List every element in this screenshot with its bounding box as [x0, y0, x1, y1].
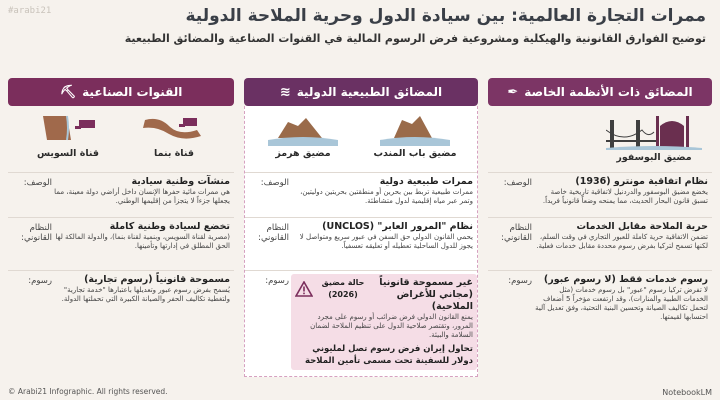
column-artificial-canals [8, 78, 234, 386]
place-panama [124, 110, 224, 172]
row-heading: تخضع لسيادة وطنية كاملة [109, 221, 230, 232]
column-header-label: المضائق الطبيعية الدولية [296, 85, 443, 99]
row-label: الوصف: [23, 178, 52, 188]
place-bab-el-mandeb [365, 110, 465, 172]
row-text: يحمي القانون الدولي حق السفن في عبور سريع ومتواصل لا يجوز للدول الساحلية تعطيله أو تعليقه تعسفياً. [299, 233, 473, 250]
row-text: لا تفرض تركيا رسوم "عبور" بل رسوم خدمات (مثل الخدمات الطبية والمنارات)، وقد ارتفعت مؤخراً 5 أضعاف لتحمل تكاليف الصيانة وتحسين البنية التحتية، وفق تعديل آلية احتسابها لقيمتها. [535, 286, 708, 321]
canal-map-icon [33, 110, 103, 146]
row-label: النظام القانوني: [501, 223, 532, 243]
row-description [8, 172, 234, 217]
copyright-footer: © Arabi21 Infographic. All rights reserved. [8, 387, 168, 396]
strait-land-icon [380, 110, 450, 146]
row-label: رسوم: [28, 276, 52, 286]
column-special-straits [488, 78, 712, 386]
place-illustrations [245, 106, 477, 172]
mosque-bridge-icon [606, 110, 702, 150]
row-description [245, 172, 477, 217]
place-hormuz [253, 110, 353, 172]
row-text: يُسمح بفرض رسوم عبور وتعديلها باعتبارها "خدمة تجارية" ولتغطية تكاليف الحفر والصيانة الكبيرة التي تحملتها الدولة. [61, 286, 230, 303]
row-label: النظام القانوني: [258, 223, 289, 243]
watermark-logo: #arabi21 [8, 6, 52, 16]
row-fees [488, 270, 712, 347]
row-heading: حرية الملاحة مقابل الخدمات [576, 221, 708, 232]
row-label: الوصف: [503, 178, 532, 188]
column-natural-straits [244, 78, 478, 386]
page-title: ممرات التجارة العالمية: بين سيادة الدول وحرية الملاحة الدولية [185, 6, 706, 26]
place-name: مضيق باب المندب [373, 148, 457, 159]
excavator-icon: ⛏ [59, 84, 77, 100]
row-heading: ممرات طبيعية دولية [379, 176, 473, 187]
row-legal-system [245, 217, 477, 270]
case-badge: حالة مضيق (2026) [321, 278, 365, 299]
strait-land-icon [268, 110, 338, 146]
column-header-artificial [8, 78, 234, 106]
natural-straits-panel [244, 106, 478, 377]
canal-map-icon [139, 110, 209, 146]
row-legal-system [488, 217, 712, 270]
row-label: رسوم: [265, 276, 289, 286]
place-illustrations [488, 106, 712, 172]
row-heading: نظام "المرور العابر" (UNCLOS) [322, 221, 473, 232]
row-text: هي ممرات مائية حفرها الإنسان داخل أراضي دولة معينة، مما يجعلها جزءاً لا يتجزأ من إقليمها الوطني. [54, 188, 230, 205]
place-name: مضيق هرمز [275, 148, 331, 159]
column-header-special [488, 78, 712, 106]
place-name: قناة بنما [154, 148, 194, 159]
column-header-label: القنوات الصناعية [82, 85, 183, 99]
place-name: قناة السويس [36, 148, 100, 159]
row-text: ممرات طبيعية تربط بين بحرين أو منطقتين بحريتين دوليتين، وتمر عبر مياه إقليمية لدول متشاطئة. [300, 188, 473, 205]
brand-label: NotebookLM [662, 388, 712, 397]
warning-icon [295, 281, 313, 297]
row-heading: نظام اتفاقية مونترو (1936) [575, 176, 708, 187]
row-heading: رسوم خدمات فقط (لا رسوم عبور) [543, 274, 708, 285]
column-header-label: المضائق ذات الأنظمة الخاصة [524, 85, 693, 99]
place-illustrations [8, 106, 234, 172]
row-heading: غير مسموحة قانونياً (مجاني للأغراض الملاحية) [379, 277, 473, 312]
waves-icon: ≋ [279, 84, 291, 100]
row-text: تضمن الاتفاقية حرية كاملة للعبور التجاري في وقت السلم، لكنها تسمح لتركيا بفرض رسوم محددة مقابل خدمات فعلية. [536, 233, 708, 250]
page-subtitle: توضيح الفوارق القانونية والهيكلية ومشروعية فرض الرسوم المالية في القنوات الصناعية والمضائق الطبيعية [124, 32, 706, 45]
row-text: يخضع مضيق البوسفور والدردنيل لاتفاقية تاريخية خاصة تسبق قانون البحار الحديث، مما يمنحه وضعاً قانونياً فريداً. [542, 188, 708, 205]
place-name: مضيق البوسفور [616, 152, 692, 163]
quill-icon: ✒ [507, 84, 519, 100]
row-label: النظام القانوني: [21, 223, 52, 243]
row-heading: مسموحة قانونياً (رسوم تجارية) [84, 274, 230, 285]
row-label: رسوم: [508, 276, 532, 286]
row-heading: منشآت وطنية سيادية [131, 176, 230, 187]
iran-note: تحاول إيران فرض رسوم تصل لمليوني دولار للسفينة تحت مسمى تأمين الملاحة [304, 344, 473, 366]
place-suez [18, 110, 118, 172]
row-fees [8, 270, 234, 347]
row-text: (مصرية لقناة السويس، وبنمية لقناة بنما)، والدولة المالكة لها الحق المطلق في إدارتها وتأمينها. [55, 233, 230, 250]
row-fees [245, 270, 477, 383]
column-header-natural [244, 78, 478, 106]
row-description [488, 172, 712, 217]
row-legal-system [8, 217, 234, 270]
row-label: الوصف: [260, 178, 289, 188]
row-text: يمنع القانون الدولي فرض ضرائب أو رسوم على مجرد المرور، وتقتصر صلاحية الدول على تنظيم الملاحة لضمان السلامة والبيئة. [310, 313, 473, 339]
place-bosphorus [604, 110, 704, 172]
